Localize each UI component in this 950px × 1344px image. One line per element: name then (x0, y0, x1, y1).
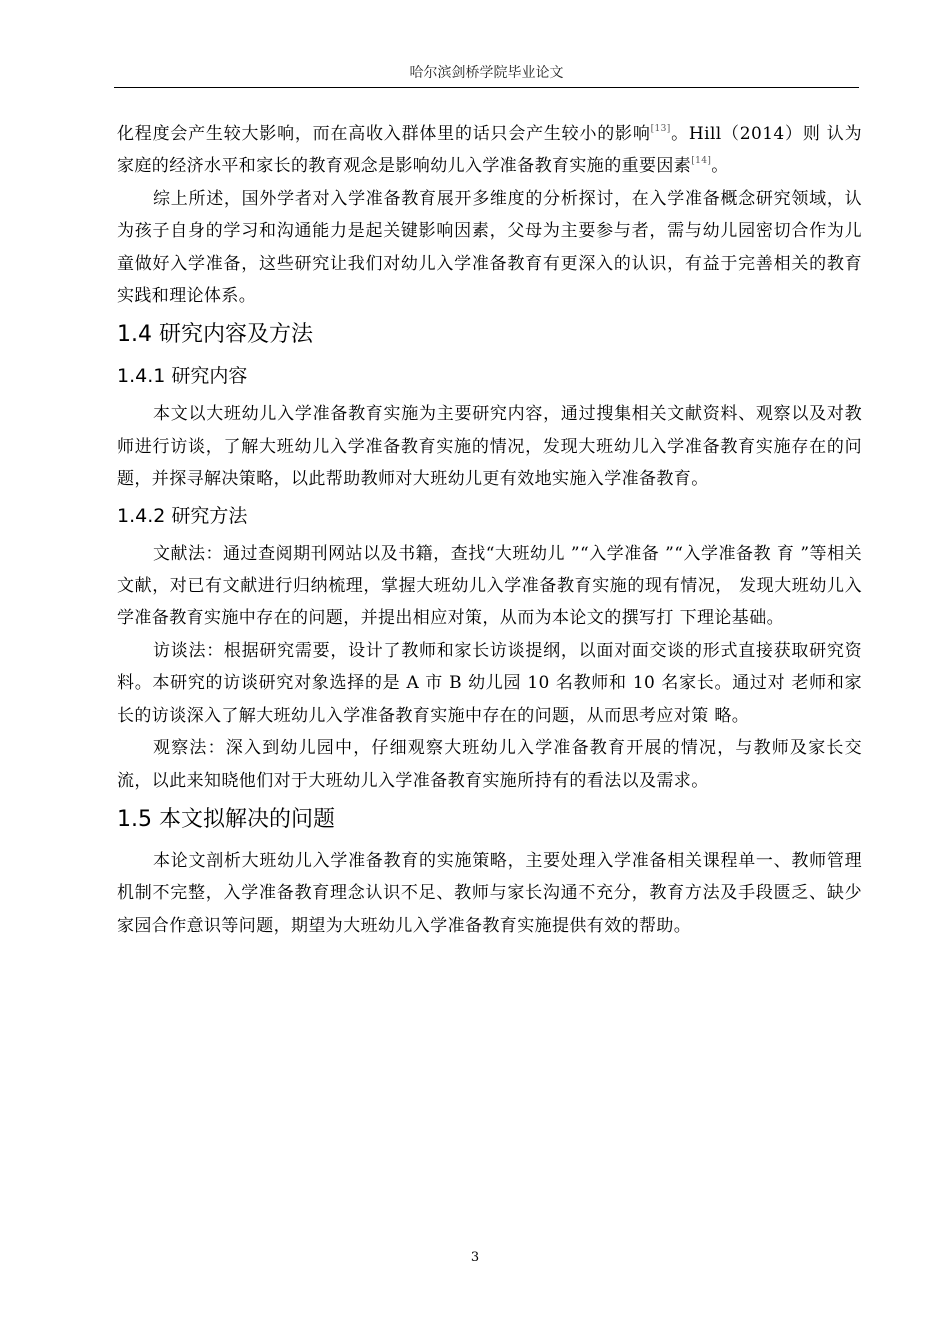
section-heading-1-4-1: 1.4.1 研究内容 (117, 365, 248, 388)
section-heading-1-4-2: 1.4.2 研究方法 (117, 504, 248, 527)
paragraph-text: 。Hill（2014）则 认为家庭的经济水平和家长的教育观念是影响幼儿入学准备教育实施的重要因素 (117, 124, 862, 177)
header-rule (114, 87, 859, 88)
paragraph-problems: 本论文剖析大班幼儿入学准备教育的实施策略，主要处理入学准备相关课程单一、教师管理机制不完整，入学准备教育理念认识不足、教师与家长沟通不充分，教育方法及手段匮乏、缺少家园合作意识等问题，期望为大班幼儿入学准备教育实施提供有效的帮助。 (117, 850, 862, 936)
running-header: 哈尔滨剑桥学院毕业论文 (409, 65, 564, 81)
paragraph-summary: 综上所述，国外学者对入学准备教育展开多维度的分析探讨，在入学准备概念研究领域，认为孩子自身的学习和沟通能力是起关键影响因素，父母为主要参与者，需与幼儿园密切合作为儿童做好入学准备，这些研究让我们对幼儿入学准备教育有更深入的认识，有益于完善相关的教育实践和理论体系。 (117, 188, 862, 307)
section-heading-1-4: 1.4 研究内容及方法 (117, 322, 313, 348)
paragraph-research-content: 本文以大班幼儿入学准备教育实施为主要研究内容，通过搜集相关文献资料、观察以及对教师进行访谈，了解大班幼儿入学准备教育实施的情况，发现大班幼儿入学准备教育实施存在的问题，并探寻解决策略，以此帮助教师对大班幼儿更有效地实施入学准备教育。 (117, 404, 862, 490)
citation-14: [14] (691, 156, 712, 167)
paragraph-interview-method: 访谈法：根据研究需要，设计了教师和家长访谈提纲，以面对面交谈的形式直接获取研究资料。本研究的访谈研究对象选择的是 A 市 B 幼儿园 10 名教师和 10 名家长。通过对 老师和家长的访谈深入了解大班幼儿入学准备教育实施中存在的问题，从而思考应对策 略。 (117, 640, 862, 726)
citation-13: [13] (650, 124, 671, 134)
paragraph-observation-method: 观察法：深入到幼儿园中，仔细观察大班幼儿入学准备教育开展的情况，与教师及家长交流，以此来知晓他们对于大班幼儿入学准备教育实施所持有的看法以及需求。 (117, 738, 862, 791)
paragraph-text: 化程度会产生较大影响，而在高收入群体里的话只会产生较小的影响 (117, 124, 651, 144)
page-number: 3 (470, 1250, 480, 1265)
paragraph-text: 。 (711, 156, 729, 177)
paragraph-literature-method: 文献法：通过查阅期刊网站以及书籍，查找“大班幼儿 ”“入学准备 ”“入学准备教 育 ”等相关文献，对已有文献进行归纳梳理，掌握大班幼儿入学准备教育实施的现有情况， 发现大班幼儿入学准备教育实施中存在的问题，并提出相应对策，从而为本论文的撰写打 下理论基础。 (117, 543, 862, 629)
section-heading-1-5: 1.5 本文拟解决的问题 (117, 806, 335, 832)
page-body (117, 118, 862, 942)
paragraph-continuation (117, 118, 862, 183)
